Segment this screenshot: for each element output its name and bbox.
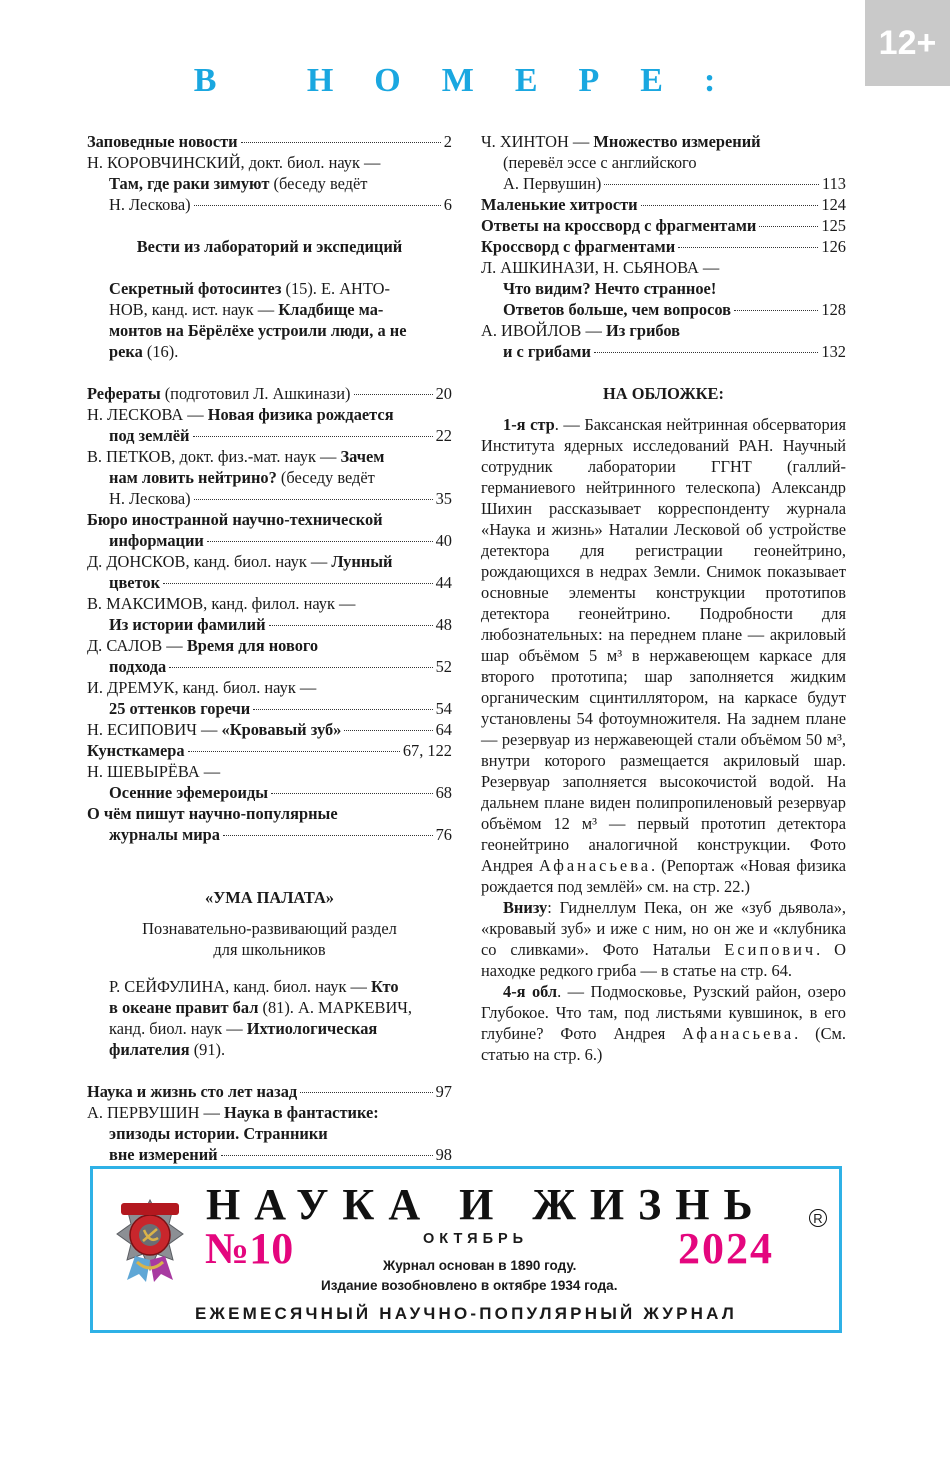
toc-author: Д. САЛОВ — Время для нового [87, 636, 319, 655]
section-heading: «УМА ПАЛАТА» [205, 888, 334, 907]
section-heading: НА ОБЛОЖКЕ: [603, 384, 724, 403]
cover-bottom-caption: Внизу: Гиднеллум Пека, он же «зуб дьявола», «кровавый зуб» и иже с ним, но он же и «клубника со сливками». Фото Натальи Есипович. О находке редкого гриба — в статье на стр. 64. [481, 898, 846, 980]
toc-entry[interactable]: цветок 44 [109, 573, 452, 592]
toc-entry[interactable]: Кунсткамера 67, 122 [87, 741, 452, 760]
toc-entry[interactable]: и с грибами 132 [503, 342, 846, 361]
registered-mark-icon: R [809, 1209, 827, 1227]
toc-entry[interactable]: подхода 52 [109, 657, 452, 676]
cover-description [481, 414, 846, 1065]
toc-author: А. ПЕРВУШИН — Наука в фантастике: [87, 1103, 379, 1122]
toc-paragraph[interactable]: Р. СЕЙФУЛИНА, канд. биол. наук — Кто в океане правит бал (81). А. МАРКЕВИЧ, канд. биол. наук — Ихтиологическая филателия (91). [109, 977, 413, 1059]
toc-title[interactable]: Что видим? Нечто странное! [503, 279, 717, 298]
toc-right-column [481, 131, 846, 1065]
toc-entry[interactable]: Осенние эфемероиды 68 [109, 783, 452, 802]
magazine-tagline: ЕЖЕМЕСЯЧНЫЙ НАУЧНО-ПОПУЛЯРНЫЙ ЖУРНАЛ [195, 1304, 737, 1323]
age-rating-badge: 12+ [865, 0, 950, 86]
toc-entry[interactable]: Рефераты (подготовил Л. Ашкинази) 20 [87, 384, 452, 403]
toc-author: Н. ШЕВЫРЁВА — [87, 762, 221, 781]
toc-entry[interactable]: журналы мира 76 [109, 825, 452, 844]
toc-entry[interactable]: информации 40 [109, 531, 452, 550]
toc-entry[interactable]: Кроссворд с фрагментами 126 [481, 237, 846, 256]
toc-title[interactable]: Там, где раки зимуют (беседу ведёт [109, 174, 368, 193]
toc-entry[interactable]: Н. ЕСИПОВИЧ — «Кровавый зуб» 64 [87, 720, 452, 739]
toc-entry[interactable]: Заповедные новости 2 [87, 132, 452, 151]
toc-entry[interactable]: Н. Лескова) 35 [109, 489, 452, 508]
toc-left-column [87, 131, 452, 1165]
toc-entry[interactable]: Н. Лескова) 6 [109, 195, 452, 214]
founded-note: Журнал основан в 1890 году. [383, 1258, 577, 1273]
toc-entry[interactable]: Маленькие хитрости 124 [481, 195, 846, 214]
toc-entry[interactable]: А. Первушин) 113 [503, 174, 846, 193]
toc-entry[interactable]: под землёй 22 [109, 426, 452, 445]
toc-author: Ч. ХИНТОН — Множество измерений [481, 132, 761, 151]
cover-front-caption: 1-я стр. — Баксанская нейтринная обсерватория Института ядерных исследований РАН. Научный сотрудник лаборатории ГГНТ (галлий-германиевого нейтринного телескопа) Александр Шихин рассказывает корреспонденту журнала «Наука и жизнь» Наталии Лесковой об устройстве детектора для регистрации геонейтрино, рождающихся в недрах Земли. Снимок показывает основные элементы конструкции прототипов детектора геонейтрино. Подробности для любознательных: на переднем плане — акриловый шар объёмом 5 м³ в нержавеющем каркасе для второго прототипа; шар заполняется жидким органическим сцинтиллятором, на каркасе будут установлены 54 фотоумножителя. На заднем плане — резервуар из нержавеющей стали объёмом 50 м³, внутри которого размещается акриловый шар. Резервуар заполняется высокочистой водой. На дальнем плане виден полипропиленовый резервуар объёмом 12 м³ — первый прототип детектора геонейтрино аналогичной конструкции. Фото Андрея Афанасьева. (Репортаж «Новая физика рождается под землёй» см. на стр. 22.) [481, 415, 846, 896]
toc-author: Д. ДОНСКОВ, канд. биол. наук — Лунный [87, 552, 393, 571]
toc-note: (перевёл эссе с английского [503, 153, 697, 172]
magazine-title: НАУКА И ЖИЗНЬ [206, 1180, 767, 1229]
toc-author: Н. ЛЕСКОВА — Новая физика рождается [87, 405, 394, 424]
issue-month: ОКТЯБРЬ [423, 1231, 529, 1247]
toc-title[interactable]: эпизоды истории. Странники [109, 1124, 328, 1143]
toc-author: Л. АШКИНАЗИ, Н. СЬЯНОВА — [481, 258, 720, 277]
toc-entry[interactable]: Ответы на кроссворд с фрагментами 125 [481, 216, 846, 235]
order-medal-icon [113, 1194, 187, 1284]
cover-back-caption: 4-я обл. — Подмосковье, Рузский район, озеро Глубокое. Что там, под листьями кувшинок, в его глубине? Фото Андрея Афанасьева. (См. статью на стр. 6.) [481, 982, 847, 1064]
toc-entry[interactable]: 25 оттенков горечи 54 [109, 699, 452, 718]
page-heading: В НОМЕРЕ: [193, 62, 757, 99]
issue-year: 2024 [678, 1224, 774, 1273]
toc-author: Н. КОРОВЧИНСКИЙ, докт. биол. наук — [87, 153, 381, 172]
issue-number: №10 [205, 1224, 294, 1273]
toc-title[interactable]: нам ловить нейтрино? (беседу ведёт [109, 468, 375, 487]
toc-entry[interactable]: вне измерений 98 [109, 1145, 452, 1164]
toc-entry[interactable]: Наука и жизнь сто лет назад 97 [87, 1082, 452, 1101]
toc-entry[interactable]: Ответов больше, чем вопросов 128 [503, 300, 846, 319]
section-subheading: для школьников [213, 940, 326, 959]
toc-author: А. ИВОЙЛОВ — Из грибов [481, 321, 681, 340]
toc-title[interactable]: О чём пишут научно-популярные [87, 804, 338, 823]
toc-entry[interactable]: Из истории фамилий 48 [109, 615, 452, 634]
toc-author: В. МАКСИМОВ, канд. филол. наук — [87, 594, 356, 613]
section-subheading: Познавательно-развивающий раздел [142, 919, 397, 938]
toc-author: И. ДРЕМУК, канд. биол. наук — [87, 678, 317, 697]
toc-title[interactable]: Бюро иностранной научно-технической [87, 510, 383, 529]
masthead-box [90, 1166, 842, 1333]
section-heading: Вести из лабораторий и экспедиций [136, 237, 403, 256]
renewed-note: Издание возобновлено в октябре 1934 года. [321, 1278, 618, 1293]
toc-author: В. ПЕТКОВ, докт. физ.-мат. наук — Зачем [87, 447, 385, 466]
toc-paragraph[interactable]: Секретный фотосинтез (15). Е. АНТО- НОВ, канд. ист. наук — Кладбище ма- монтов на Бёрёлёхе устроили люди, а не река (16). [109, 279, 407, 361]
